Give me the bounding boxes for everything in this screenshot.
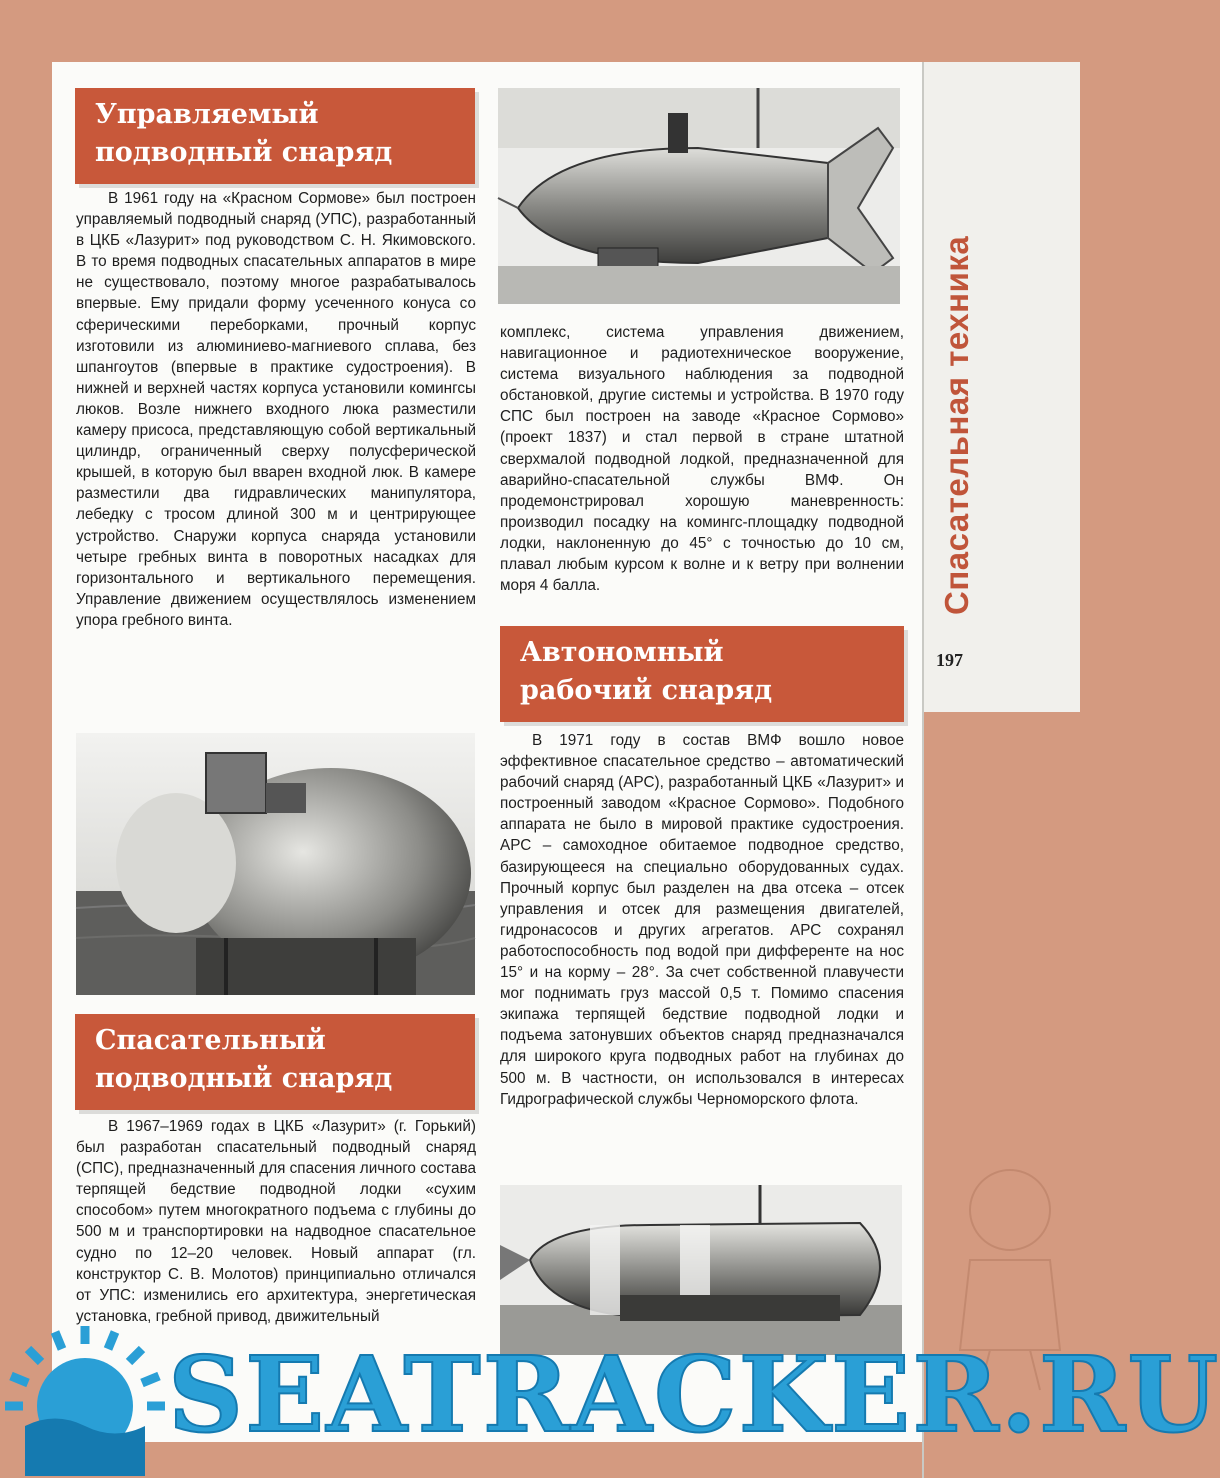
heading-sps-line1: Спасательный [95, 1025, 326, 1056]
section-title: Спасательная техника [938, 235, 975, 615]
heading-ups-line2: подводный снаряд [95, 137, 393, 168]
article-ups-text [76, 188, 476, 631]
heading-ars-line2: рабочий снаряд [520, 675, 773, 706]
article-ars-paragraph: В 1971 году в состав ВМФ вошло новое эффективное спасательное средство – автоматический рабочий снаряд (АРС), разработанный ЦКБ «Лазурит» и построенный заводом «Красное Сормово». Подобного аппарата не было в мировой практике судостроения. АРС – самоходное обитаемое подводное средство, базирующееся на специально оборудованных судах. Прочный корпус был разделен на два отсека – отсек управления и отсек для размещения двигателей, гидронасосов и других агрегатов. АРС сохранял работоспособность под водой при дифференте на нос 15° и на корму – 28°. За счет собственной плавучести мог поднимать груз массой 0,5 т. Помимо спасения экипажа терпящей бедствие подводной лодки и подъема затонувших объектов снаряд предназначался для широкого круга подводных работ на глубинах до 500 м. В частности, он использовался в интересах Гидрографической службы Черноморского флота. [500, 732, 904, 1108]
article-sps-paragraph: В 1967–1969 годах в ЦКБ «Лазурит» (г. Горький) был разработан спасательный подводный снаряд (СПС), предназначенный для спасения личного состава терпящей бедствие подводной лодки «сухим способом» путем многократного подъема с глубины до 500 м и транспортировки на надводное спасательное судно по 12–20 человек. Новый аппарат (гл. конструктор С. В. Молотов) принципиально отличался от УПС: изменились его архитектура, энергетическая установка, гребной привод, движительный [76, 1118, 476, 1325]
heading-ars [500, 626, 904, 722]
heading-sps-line2: подводный снаряд [95, 1063, 393, 1094]
heading-ars-line1: Автономный [520, 637, 724, 668]
article-sps-text [76, 1116, 476, 1327]
sidebar-divider [922, 62, 924, 1478]
article-ups-paragraph: В 1961 году на «Красном Сормове» был построен управляемый подводный снаряд (УПС), разработанный в ЦКБ «Лазурит» под руководством С. Н. Якимовского. В то время подводных спасательных аппаратов в мире не существовало, поэтому многое разрабатывалось впервые. Ему придали форму усеченного конуса со сферическими переборками, прочный корпус изготовили из алюминиево-магниевого сплава, без шпангоутов (впервые в практике судостроения). В нижней и верхней частях корпуса установили комингсы люков. Возле нижнего входного люка разместили камеру присоса, представляющую собой вертикальный цилиндр, ограниченный сверху полусферической крышей, в которую был вварен входной люк. В камере разместили два гидравлических манипулятора, лебедку с тросом длиной 300 м и центрирующее устройство. Снаружи корпуса снаряда установили четыре гребных винта в поворотных насадках для горизонтального и вертикального перемещения. Управление движением осуществлялось изменением упора гребного винта. [76, 190, 476, 629]
page-number: 197 [936, 650, 963, 670]
heading-ups [75, 88, 475, 184]
heading-ups-line1: Управляемый [95, 99, 319, 130]
photo-ups [76, 733, 475, 995]
article-sps-continuation [500, 322, 904, 596]
photo-sps [498, 88, 900, 304]
heading-sps [75, 1014, 475, 1110]
watermark-text: SEATRACKER.RU [168, 1333, 1220, 1456]
article-ars-text [500, 730, 904, 1110]
article-sps-continuation-paragraph: комплекс, система управления движением, навигационное и радиотехническое вооружение, система визуального наблюдения за подводной обстановкой, другие системы и устройства. В 1970 году СПС был построен на заводе «Красное Сормово» (проект 1837) и стал первой в стране штатной сверхмалой подводной лодкой, предназначенной для аварийно-спасательной службы ВМФ. Он продемонстрировал хорошую маневренность: производил посадку на комингс-площадку подводной лодки, наклоненную до 45° с точностью до 10 см, плавал любым курсом к волне и к ветру при волнении моря 4 балла. [500, 324, 904, 595]
